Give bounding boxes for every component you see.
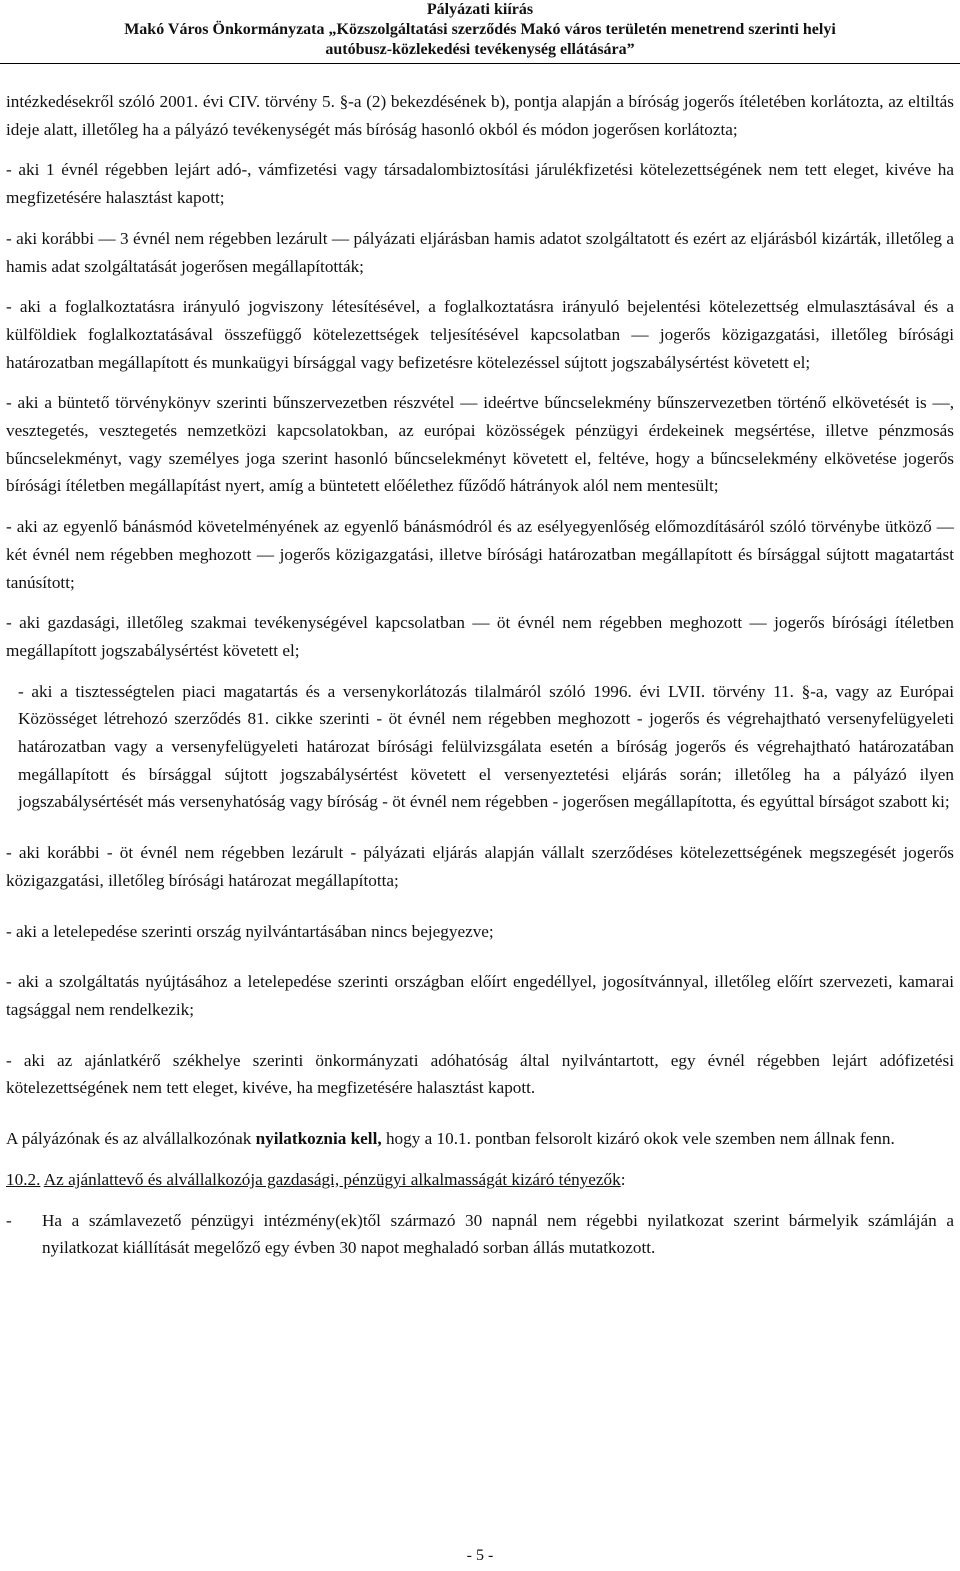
header-subtitle-line-2: autóbusz-közlekedési tevékenység ellátására”	[325, 41, 635, 58]
exclusion-item: - aki az ajánlatkérő székhelye szerinti önkormányzati adóhatóság által nyilvántartott, egy évnél régebben lejárt adófizetési kötelezettségének nem tett eleget, kivéve, ha megfizetésére halasztást kapott.	[6, 1050, 954, 1098]
header-title: Pályázati kiírás	[426, 1, 534, 18]
paragraph-continuation: intézkedésekről szóló 2001. évi CIV. törvény 5. §-a (2) bekezdésének b), pontja alapján a bíróság jogerős ítéletében korlátozta, az eltiltás ideje alatt, illetőleg ha a pályázó tevékenységét más bíróság hasonló okból és módon jogerősen korlátozta;	[6, 92, 954, 139]
list-bullet: -	[6, 1210, 12, 1230]
exclusion-item: - aki a letelepedése szerinti ország nyilvántartásában nincs bejegyezve;	[6, 921, 494, 941]
exclusion-item: - aki gazdasági, illetőleg szakmai tevékenységével kapcsolatban — öt évnél nem régebben meghozott — jogerős bírósági ítéletben megállapított jogszabálysértést követett el;	[6, 613, 954, 660]
header-subtitle-line-1: Makó Város Önkormányzata „Közszolgáltatási szerződés Makó város területén menetrend szerinti helyi	[124, 21, 836, 38]
section-heading	[6, 1166, 954, 1194]
section-title: Az ajánlattevő és alvállalkozója gazdasági, pénzügyi alkalmasságát kizáró tényezők	[43, 1169, 621, 1189]
section-colon: :	[620, 1169, 626, 1189]
exclusion-item: - aki a foglalkoztatásra irányuló jogviszony létesítésével, a foglalkoztatásra irányuló bejelentési kötelezettség elmulasztásával és a külföldiek foglalkoztatásával összefüggő kötelezettségek teljesítésével kapcsolatban — jogerős közigazgatási, illetőleg bírósági határozatban megállapított és munkaügyi bírsággal vagy befizetésre kötelezéssel sújtott jogszabálysértést követett el;	[6, 297, 954, 372]
exclusion-item: - aki a tisztességtelen piaci magatartás és a versenykorlátozás tilalmáról szóló 1996. évi LVII. törvény 11. §-a, vagy az Európai Közösséget létrehozó szerződés 81. cikke szerinti - öt évnél nem régebben meghozott - jogerős és végrehajtható versenyfelügyeleti határozatban vagy a versenyfelügyeleti határozat bírósági felülvizsgálata esetén a bíróság jogerős és végrehajtható határozatában megállapított és bírsággal sújtott jogszabálysértést követett el versenyeztetési eljárás során; illetőleg ha a pályázó ilyen jogszabálysértését más versenyhatóság vagy bíróság - öt évnél nem régebben - jogerősen megállapította, és egyúttal bírságot szabott ki;	[18, 681, 954, 812]
exclusion-item: - aki korábbi — 3 évnél nem régebben lezárult — pályázati eljárásban hamis adatot szolgáltatott és ezért az eljárásból kizárták, illetőleg a hamis adat szolgáltatását jogerősen megállapították;	[6, 228, 954, 276]
exclusion-item: - aki 1 évnél régebben lejárt adó-, vámfizetési vagy társadalombiztosítási járulékfizetési kötelezettségének nem tett eleget, kivéve ha megfizetésére halasztást kapott;	[6, 160, 954, 208]
page-header	[6, 0, 954, 60]
exclusion-item: - aki korábbi - öt évnél nem régebben lezárult - pályázati eljárás alapján vállalt szerződéses kötelezettségének megszegését jogerős közigazgatási, illetőleg bírósági határozat megállapította;	[6, 843, 954, 890]
exclusion-item: - aki az egyenlő bánásmód követelményének az egyenlő bánásmódról és az esélyegyenlőség előmozdításáról szóló törvénybe ütköző — két évnél nem régebben meghozott — jogerős közigazgatási, illetve bírósági határozatban megállapított és bírsággal sújtott magatartást tanúsított;	[6, 517, 954, 592]
declaration-text-after: hogy a 10.1. pontban felsorolt kizáró okok vele szemben nem állnak fenn.	[381, 1129, 895, 1149]
declaration-emphasis: nyilatkoznia kell,	[255, 1129, 382, 1149]
section-number: 10.2.	[6, 1169, 41, 1189]
exclusion-item: - aki a büntető törvénykönyv szerinti bűnszervezetben részvétel — ideértve bűncselekmény bűnszervezetben történő elkövetését is —, vesztegetés, vesztegetés nemzetközi kapcsolatokban, az európai közösségek pénzügyi érdekeinek megsértése, illetve pénzmosás bűncselekményt, vagy személyes joga szerint hasonló bűncselekményt követett el, feltéve, hogy a bűncselekmény elkövetése jogerős bírósági ítéletben megállapítást nyert, amíg a büntetett előélethez fűződő hátrányok alól nem mentesült;	[6, 393, 954, 496]
declaration-text-before: A pályázónak és az alvállalkozónak	[6, 1129, 256, 1149]
page-number: - 5 -	[466, 1547, 494, 1564]
exclusion-item: - aki a szolgáltatás nyújtásához a letelepedése szerinti országban előírt engedéllyel, jogosítvánnyal, illetőleg előírt szervezeti, kamarai tagsággal nem rendelkezik;	[6, 972, 954, 1019]
list-item	[6, 1207, 954, 1262]
document-body	[6, 88, 954, 1262]
declaration-paragraph	[6, 1125, 954, 1153]
list-item-text: Ha a számlavezető pénzügyi intézmény(ek)től származó 30 napnál nem régebbi nyilatkozat szerint bármelyik számláján a nyilatkozat kiállítását megelőző egy évben 30 napot meghaladó sorban állás mutatkozott.	[42, 1210, 954, 1258]
header-divider	[0, 63, 960, 64]
